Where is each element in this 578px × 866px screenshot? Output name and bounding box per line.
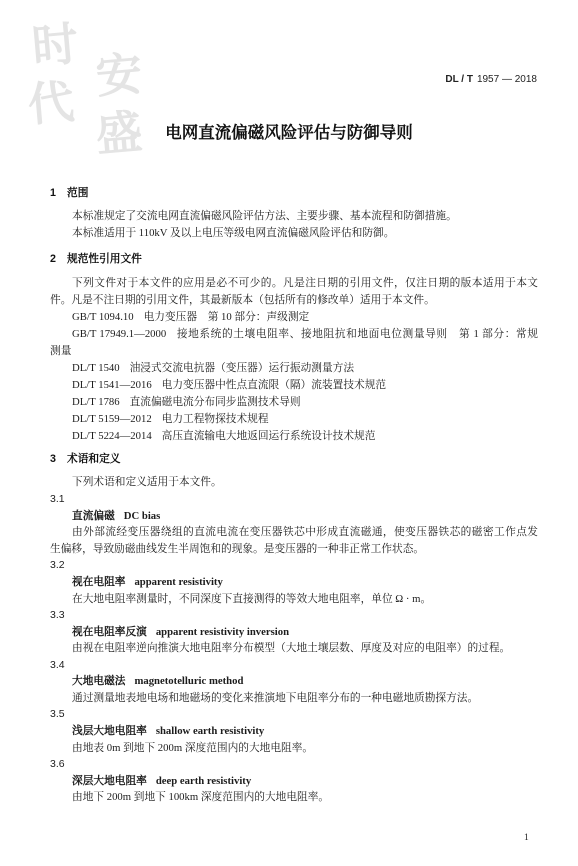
reference-title: 直流偏磁电流分布同步监测技术导则 xyxy=(129,396,301,408)
watermark-char: 时 xyxy=(29,16,81,74)
term-name-zh: 深层大地电阻率 xyxy=(72,775,147,787)
term-number: 3.2 xyxy=(50,559,65,571)
section-heading xyxy=(50,251,142,267)
term-name-zh: 视在电阻率 xyxy=(72,576,126,588)
term-name-en: apparent resistivity xyxy=(134,576,223,588)
term-number: 3.1 xyxy=(50,493,65,505)
document-title: 电网直流偏磁风险评估与防御导则 xyxy=(165,124,413,142)
reference-code: DL/T 1786 xyxy=(72,396,120,408)
reference-entry xyxy=(72,428,375,444)
term-definition-line: 由外部流经变压器绕组的直流电流在变压器铁芯中形成直流磁通，使变压器铁芯的磁密工作点发 xyxy=(72,526,538,538)
term-heading xyxy=(72,508,160,524)
section-number: 2 xyxy=(50,253,56,265)
section-title: 范围 xyxy=(67,187,89,199)
term-heading xyxy=(72,723,264,739)
reference-entry xyxy=(72,394,301,410)
paragraph-line: 本标准适用于 110kV 及以上电压等级电网直流偏磁风险评估和防御。 xyxy=(72,227,395,239)
term-definition-line: 通过测量地表地电场和地磁场的变化来推演地下电阻率分布的一种电磁地质勘探方法。 xyxy=(72,692,479,704)
reference-title: 油浸式交流电抗器（变压器）运行振动测量方法 xyxy=(129,362,355,374)
paragraph-line: 下列文件对于本文件的应用是必不可少的。凡是注日期的引用文件，仅注日期的版本适用于本文 xyxy=(72,277,538,289)
reference-title: 高压直流输电大地返回运行系统设计技术规范 xyxy=(161,430,376,442)
reference-code: DL/T 1541—2016 xyxy=(72,379,152,391)
section-heading xyxy=(50,185,88,201)
term-name-en: deep earth resistivity xyxy=(155,775,252,787)
reference-code: DL/T 5224—2014 xyxy=(72,430,152,442)
reference-code: DL/T 1540 xyxy=(72,362,120,374)
term-heading xyxy=(72,624,289,640)
section-number: 1 xyxy=(50,187,56,199)
reference-code: GB/T 17949.1—2000 xyxy=(72,328,167,340)
term-definition-line: 生偏移，导致励磁曲线发生半周饱和的现象。是变压器的一种非正常工作状态。 xyxy=(50,543,425,555)
watermark-char: 安 xyxy=(93,46,145,104)
reference-code: GB/T 1094.10 xyxy=(72,311,134,323)
reference-title-continued: 测量 xyxy=(50,345,72,357)
section-title: 规范性引用文件 xyxy=(67,253,142,265)
watermark-char: 代 xyxy=(25,74,77,132)
term-name-zh: 浅层大地电阻率 xyxy=(72,725,147,737)
term-name-zh: 大地电磁法 xyxy=(72,675,126,687)
term-heading xyxy=(72,673,243,689)
term-name-en: DC bias xyxy=(123,510,161,522)
term-definition-line: 在大地电阻率测量时，不同深度下直接测得的等效大地电阻率，单位 Ω · m。 xyxy=(72,593,432,605)
standard-code-header xyxy=(445,73,537,87)
term-name-zh: 视在电阻率反演 xyxy=(72,626,147,638)
reference-title: 电力变压器 第 10 部分：声级测定 xyxy=(143,311,310,323)
term-number: 3.4 xyxy=(50,659,65,671)
term-number: 3.5 xyxy=(50,708,65,720)
section-title: 术语和定义 xyxy=(67,453,121,465)
term-heading xyxy=(72,574,223,590)
term-heading xyxy=(72,773,251,789)
paragraph-line: 下列术语和定义适用于本文件。 xyxy=(72,476,222,488)
paragraph-line: 本标准规定了交流电网直流偏磁风险评估方法、主要步骤、基本流程和防御措施。 xyxy=(72,210,457,222)
standard-number: 1957 — 2018 xyxy=(476,74,537,85)
term-name-en: shallow earth resistivity xyxy=(155,725,265,737)
paragraph-line: 件。凡是不注日期的引用文件，其最新版本（包括所有的修改单）适用于本文件。 xyxy=(50,294,435,306)
term-name-en: magnetotelluric method xyxy=(134,675,244,687)
watermark-char: 盛 xyxy=(93,104,145,162)
reference-entry xyxy=(72,411,269,427)
reference-entry xyxy=(72,326,538,342)
reference-entry xyxy=(72,377,386,393)
term-definition-line: 由视在电阻率逆向推演大地电阻率分布模型（大地土壤层数、厚度及对应的电阻率）的过程。 xyxy=(72,642,511,654)
page-number: 1 xyxy=(524,833,529,843)
reference-title: 电力变压器中性点直流限（隔）流装置技术规范 xyxy=(161,379,387,391)
standard-prefix: DL / T xyxy=(445,74,473,85)
term-number: 3.6 xyxy=(50,758,65,770)
reference-title: 接地系统的土壤电阻率、接地阻抗和地面电位测量导则 第 1 部分：常规 xyxy=(176,328,538,340)
term-number: 3.3 xyxy=(50,609,65,621)
reference-entry xyxy=(72,360,354,376)
section-number: 3 xyxy=(50,453,56,465)
reference-title: 电力工程物探技术规程 xyxy=(161,413,269,425)
term-name-en: apparent resistivity inversion xyxy=(155,626,290,638)
reference-code: DL/T 5159—2012 xyxy=(72,413,152,425)
reference-entry xyxy=(72,309,309,325)
section-heading xyxy=(50,451,120,467)
term-definition-line: 由地表 0m 到地下 200m 深度范围内的大地电阻率。 xyxy=(72,742,314,754)
term-definition-line: 由地下 200m 到地下 100km 深度范围内的大地电阻率。 xyxy=(72,791,330,803)
term-name-zh: 直流偏磁 xyxy=(72,510,115,522)
